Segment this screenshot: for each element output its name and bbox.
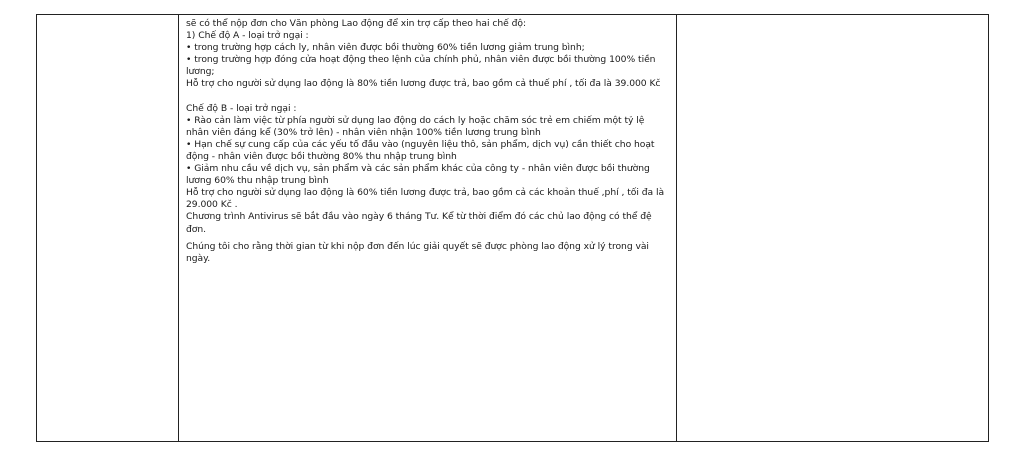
- paragraph-intro: sẽ có thể nộp đơn cho Văn phòng Lao động để xin trợ cấp theo hai chế độ:: [186, 18, 527, 29]
- paragraph-regime-b-support: Hỗ trợ cho người sử dụng lao động là 60% tiền lương được trả, bao gồm cả các khoản thuế ,phí , tối đa là 29.000 Kč .: [186, 187, 665, 211]
- paragraph-regime-b-bullet-3: • Giảm nhu cầu về dịch vụ, sản phẩm và các sản phẩm khác của công ty - nhân viên được bồi thường lương 60% thu nhập trung bình: [186, 163, 650, 187]
- paragraph-regime-a-bullet-1: • trong trường hợp cách ly, nhân viên được bồi thường 60% tiền lương giảm trung bình;: [186, 42, 585, 54]
- paragraph-processing-time: Chúng tôi cho rằng thời gian từ khi nộp đơn đến lúc giải quyết sẽ được phòng lao động xử lý trong vài ngày.: [186, 240, 649, 264]
- document-table: [36, 14, 989, 442]
- left-cell: [37, 15, 179, 442]
- content-text: [179, 15, 676, 265]
- paragraph-antivirus-start: Chương trình Antivirus sẽ bắt đầu vào ngày 6 tháng Tư. Kể từ thời điểm đó các chủ lao động có thể đệ đơn.: [186, 211, 652, 235]
- paragraph-gap: [186, 91, 670, 103]
- paragraph-regime-a-title: 1) Chế độ A - loại trở ngại :: [186, 30, 309, 42]
- paragraph-regime-a-support: Hỗ trợ cho người sử dụng lao động là 80% tiền lương được trả, bao gồm cả thuế phí , tối đa là 39.000 Kč: [186, 78, 661, 90]
- paragraph-regime-b-bullet-1: • Rào cản làm việc từ phía người sử dụng lao động do cách ly hoặc chăm sóc trẻ em chiếm một tỷ lệ nhân viên đáng kể (30% trở lên) - nhân viên nhận 100% tiền lương trung bình: [186, 114, 645, 138]
- paragraph-regime-a-bullet-2: • trong trường hợp đóng cửa hoạt động theo lệnh của chính phủ, nhân viên được bồi thường 100% tiền lương;: [186, 54, 656, 78]
- content-cell: [179, 15, 677, 442]
- paragraph-regime-b-bullet-2: • Hạn chế sự cung cấp của các yếu tố đầu vào (nguyên liệu thô, sản phẩm, dịch vụ) cần thiết cho hoạt động - nhân viên được bồi thường 80% thu nhập trung bình: [186, 138, 655, 162]
- table-row: [37, 15, 989, 442]
- right-cell: [677, 15, 989, 442]
- paragraph-regime-b-title: Chế độ B - loại trở ngại :: [186, 102, 297, 114]
